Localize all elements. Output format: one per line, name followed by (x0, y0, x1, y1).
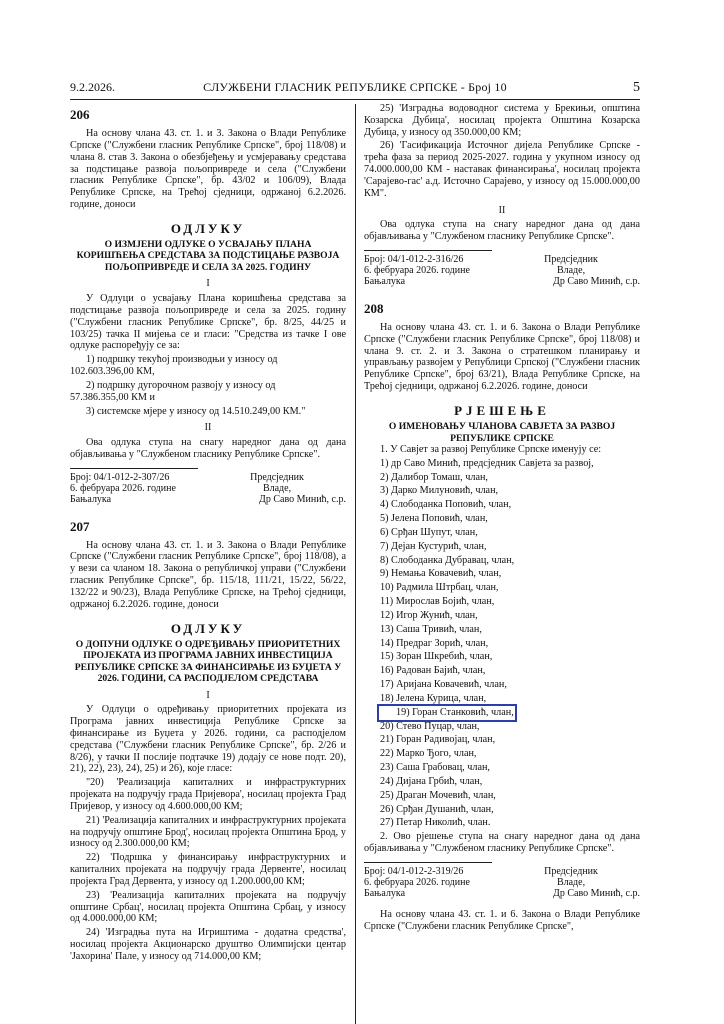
signature-rule (364, 250, 492, 251)
list-item: "20) 'Реализација капиталних и инфраструктурних пројеката на подручју града Пријевора', носилац пројекта Град Пријевор, у износу од 4.600.000,00 КМ; (70, 777, 346, 812)
signature-city: Бањалука (364, 275, 406, 287)
signature-city: Бањалука (70, 493, 112, 505)
preamble-208: На основу члана 43. ст. 1. и 6. Закона о Влади Републике Српске ("Службени гласник Републике Српске", број 118/08) и члана 9. ст. 2. и 3. Закона о стратешком планирању и управљању развојем у Републици Српској ("Службени гласник Републике Српске", број 63/21), Влада Републике Српске, на Трећој сједници, одржаној 6.2.2026. године, доноси (364, 321, 640, 393)
left-column (70, 103, 346, 965)
list-item: 21) 'Реализација капиталних и инфраструктурних пројеката на подручју општине Брод', носилац пројекта Општина Брод, у износу од 2.300.000,00 КМ; (70, 814, 346, 850)
journal-title (70, 80, 640, 95)
decision-title-207: ОДЛУКУ (170, 620, 246, 636)
member-item: 1) др Саво Минић, предсједник Савјета за развој, (380, 457, 594, 469)
section-number-206: 206 (70, 107, 90, 122)
member-item (364, 707, 640, 719)
member-item: 10) Радмила Штрбац, члан, (380, 582, 499, 594)
member-item: 5) Јелена Поповић, члан, (380, 513, 488, 525)
journal-name: СЛУЖБЕНИ ГЛАСНИК РЕПУБЛИКЕ СРПСКЕ (203, 80, 458, 94)
list-item: 2) подршку дугорочном развоју у износу од 57.386.355,00 КМ и (70, 379, 276, 403)
member-list (364, 458, 640, 829)
signatory-role: Предсједник (544, 253, 598, 265)
member-item: 20) Стево Пуцар, члан, (380, 720, 480, 732)
signature-rule (70, 468, 198, 469)
signature-date: 6. фебруара 2026. године (364, 264, 470, 276)
paragraph: У Одлуци о усвајању Плана коришћења средстава за подстицање развоја пољопривреде и села за 2025. годину ("Службени гласник Републике Српске", бр. 8/25, 44/25 и 103/25) тачка II мијења се и гласи: "Средства из тачке I ове одлуке распоређују се за: (70, 293, 346, 352)
reference-number: Број: 04/1-012-2-319/26 (364, 865, 464, 877)
signatory-role: Предсједник (250, 471, 304, 483)
signature-city: Бањалука (364, 887, 406, 899)
list-item: 26) 'Гасификација Источног дијела Републике Српске - трећа фаза за период 2025-2027. година у укупном износу од 74.000.000,00 КМ - наставак финансирања', носилац пројекта 'Сарајево-гас' а.д. Источно Сарајево, у износу од 15.000.000,00 КМ". (364, 140, 640, 199)
roman-numeral: I (206, 689, 210, 701)
issue-date: 9.2.2026. (70, 80, 115, 94)
section-number-207: 207 (70, 518, 90, 534)
issue-number: - Број 10 (460, 80, 507, 94)
signatory-body: Владе, (262, 482, 292, 494)
member-item: 2) Далибор Томаш, члан, (380, 471, 488, 483)
member-item: 7) Дејан Кустурић, члан, (380, 540, 487, 552)
decision-subtitle-207: О ДОПУНИ ОДЛУКЕ О ОДРЕЂИВАЊУ ПРИОРИТЕТНИХ ПРОЈЕКАТА ИЗ ПРОГРАМА ЈАВНИХ ИНВЕСТИЦИЈА РЕПУБЛИКЕ СРПСКЕ ЗА ФИНАНСИРАЊЕ ИЗ БУЏЕТА У 2026. ГОДИНИ, СА РАСПОДЈЕЛОМ СРЕДСТАВА (74, 638, 342, 685)
member-item: 25) Драган Мочевић, члан, (380, 789, 496, 801)
signatory-name: Др Саво Минић, с.р. (259, 493, 346, 505)
roman-numeral: II (498, 204, 506, 216)
signatory-body: Владе, (556, 264, 586, 276)
signatory-name: Др Саво Минић, с.р. (553, 887, 640, 899)
signatory-role: Предсједник (544, 865, 598, 877)
member-item: 23) Саша Грабовац, члан, (380, 762, 490, 774)
column-divider (355, 104, 356, 1024)
member-item: 12) Игор Жунић, члан, (380, 609, 478, 621)
member-item: 27) Петар Николић, члан. (380, 817, 491, 829)
signature-date: 6. фебруара 2026. године (364, 876, 470, 888)
signature-rule (364, 862, 492, 863)
member-item: 18) Јелена Курица, члан, (380, 692, 487, 704)
paragraph: 1. У Савјет за развој Републике Српске именују се: (380, 444, 602, 455)
reference-number: Број: 04/1-012-2-307/26 (70, 471, 170, 483)
member-item: 26) Срђан Душанић, члан, (380, 803, 494, 815)
list-item: 3) системске мјере у износу од 14.510.249,00 КМ." (86, 405, 306, 417)
paragraph: У Одлуци о одређивању приоритетних пројеката из Програма јавних инвестиција Републике Српске за финансирање из Буџета у 2026. години, са расподјелом средстава ("Службени гласник Републике Српске", бр. 2/26 и 8/26), у тачки II послије подтачке 19) додају се нове подт. 20), 21), 22), 23), 24), 25) и 26), које гласе: (70, 704, 346, 775)
highlighted-member: 19) Горан Станковић, члан, (380, 707, 514, 719)
list-item: 1) подршку текућој производњи у износу од 102.603.396,00 КМ, (70, 354, 278, 378)
member-item: 6) Срђан Шупут, члан, (380, 526, 478, 538)
list-item: 22) 'Подршка у финансирању инфраструктурних и капиталних пројеката на подручју града Дервенте', носилац пројекта Град Дервента, у износу од 1.200.000,00 КМ; (70, 852, 346, 887)
member-item: 21) Горан Радивојац, члан, (380, 734, 496, 746)
page-number: 5 (633, 80, 640, 95)
list-item: 23) 'Реализација капиталних пројеката на подручју општине Србац', носилац пројекта Општина Србац, у износу од 4.000.000,00 КМ; (70, 889, 346, 925)
right-column (364, 103, 640, 933)
paragraph: 2. Ово рјешење ступа на снагу наредног дана од дана објављивања у "Службеном гласнику Републике Српске". (364, 831, 640, 855)
roman-numeral: II (204, 422, 212, 434)
decision-title-208: РЈЕШЕЊЕ (454, 402, 550, 418)
preamble-207: На основу члана 43. ст. 1. и 3. Закона о Влади Републике Српске ("Службени гласник Републике Српске", број 118/08), а у вези са чланом 18. Закона о републичкој управи ("Службени гласник Републике Српске", бр. 115/18, 111/21, 15/22, 56/22, 132/22 и 90/23), Влада Републике Српске, на Трећој сједници, одржаној 6.2.2026. године, доноси (70, 539, 346, 610)
preamble-209: На основу члана 43. ст. 1. и 6. Закона о Влади Републике Српске ("Службени гласник Републике Српске", (364, 908, 640, 932)
signatory-name: Др Саво Минић, с.р. (553, 275, 640, 287)
section-number-208: 208 (364, 300, 384, 316)
member-item: 8) Слободанка Дубравац, члан, (380, 554, 515, 566)
member-item: 22) Марко Ђого, члан, (380, 748, 477, 760)
member-item: 16) Радован Бајић, члан, (380, 665, 486, 677)
paragraph: Ова одлука ступа на снагу наредног дана од дана објављивања у "Службеном гласнику Републике Српске". (364, 219, 640, 243)
signature-block-208 (364, 866, 640, 899)
member-item: 13) Саша Тривић, члан, (380, 623, 482, 635)
preamble-206: На основу члана 43. ст. 1. и 3. Закона о Влади Републике Српске ("Службени гласник Републике Српске", број 118/08) и члана 8. став 3. Закона о обезбјеђењу и усмјеравању средстава за подстицање развоја пољопривреде и села ("Службени гласник Републике Српске", бр. 43/02 и 106/09), Влада Републике Српске, на Трећој сједници, одржаној 6.2.2026. године, доноси (70, 128, 346, 211)
member-item: 4) Слободанка Поповић, члан, (380, 499, 512, 511)
list-item: 25) 'Изградња водоводног система у Брекињи, општина Козарска Дубица', носилац пројекта Општина Козарска Дубица, у износу од 350.000,00 КМ; (364, 103, 640, 138)
member-item: 14) Предраг Зорић, члан, (380, 637, 489, 649)
signature-block-207 (364, 254, 640, 287)
member-item: 15) Зоран Шкребић, члан, (380, 651, 493, 663)
member-item: 11) Мирослав Бојић, члан, (380, 596, 495, 608)
signatory-body: Владе, (556, 876, 586, 888)
decision-subtitle-208: О ИМЕНОВАЊУ ЧЛАНОВА САВЈЕТА ЗА РАЗВОЈ РЕПУБЛИКЕ СРПСКЕ (388, 421, 616, 444)
member-item: 24) Дијана Грбић, члан, (380, 775, 483, 787)
signature-block-206 (70, 472, 346, 505)
paragraph: Ова одлука ступа на снагу наредног дана од дана објављивања у "Службеном гласнику Републике Српске". (70, 436, 346, 460)
page-header (70, 80, 640, 98)
reference-number: Број: 04/1-012-2-316/26 (364, 253, 464, 265)
member-item: 9) Немања Ковачевић, члан, (380, 568, 502, 580)
member-item: 3) Дарко Милуновић, члан, (380, 485, 499, 497)
decision-subtitle-206: О ИЗМЈЕНИ ОДЛУКЕ О УСВАЈАЊУ ПЛАНА КОРИШЋЕЊА СРЕДСТАВА ЗА ПОДСТИЦАЊЕ РАЗВОЈА ПОЉОПРИВРЕДЕ И СЕЛА ЗА 2025. ГОДИНУ (76, 238, 340, 273)
member-item: 17) Аријана Ковачевић, члан, (380, 679, 507, 691)
header-rule (70, 99, 640, 100)
signature-date: 6. фебруара 2026. године (70, 482, 176, 494)
roman-numeral: I (206, 278, 210, 290)
list-item: 24) 'Изградња пута на Игриштима - додатна средства', носилац пројекта Акционарско друштво Олимпијски центар 'Јахорина' Пале, у износу од 714.000,00 КМ; (70, 927, 346, 962)
decision-title-206: ОДЛУКУ (170, 220, 246, 236)
